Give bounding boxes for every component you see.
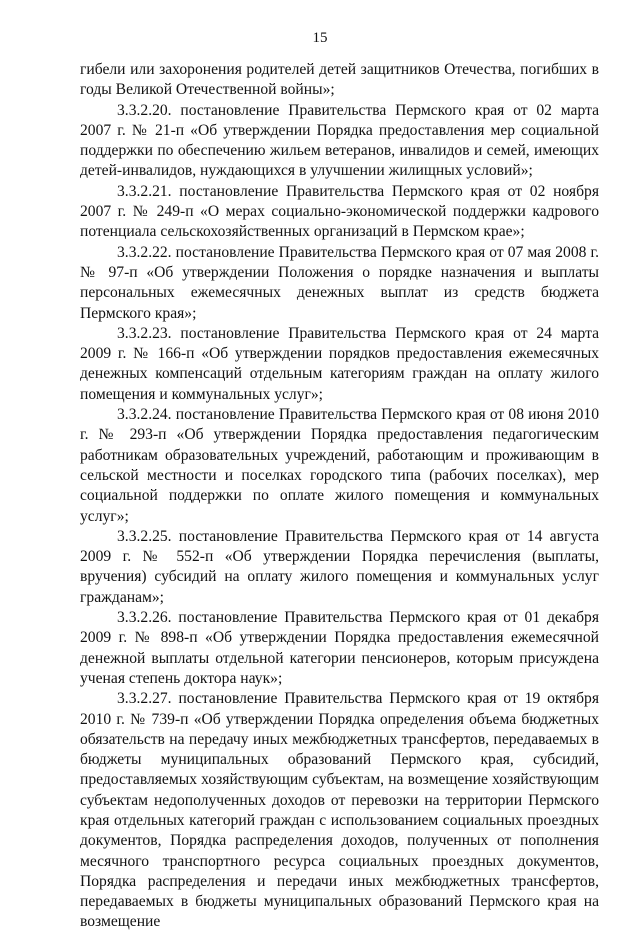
paragraph-item-3-3-2-22: 3.3.2.22. постановление Правительства Пермского края от 07 мая 2008 г. № 97-п «Об утверждении Положения о порядке назначения и выплаты персональных ежемесячных денежных выплат из средств бюджета Пермского края»;	[80, 243, 599, 322]
paragraph-item-3-3-2-25: 3.3.2.25. постановление Правительства Пермского края от 14 августа 2009 г. № 552-п «Об утверждении Порядка перечисления (выплаты, вручения) субсидий на оплату жилого помещения и коммунальных услуг гражданам»;	[80, 527, 599, 606]
paragraph-item-3-3-2-20: 3.3.2.20. постановление Правительства Пермского края от 02 марта 2007 г. № 21-п «Об утверждении Порядка предоставления мер социальной поддержки по обеспечению жильем ветеранов, инвалидов и семей, имеющих детей-инвалидов, нуждающихся в улучшении жилищных условий»;	[80, 101, 599, 180]
paragraph-item-3-3-2-24: 3.3.2.24. постановление Правительства Пермского края от 08 июня 2010 г. № 293-п «Об утверждении Порядка предоставления педагогическим работникам образовательных учреждений, работающим и проживающим в сельской местности и поселках городского типа (рабочих поселках), мер социальной поддержки по оплате жилого помещения и коммунальных услуг»;	[80, 406, 599, 525]
paragraph-item-3-3-2-26: 3.3.2.26. постановление Правительства Пермского края от 01 декабря 2009 г. № 898-п «Об утверждении Порядка предоставления ежемесячной денежной выплаты отдельной категории пенсионеров, которым присуждена ученая степень доктора наук»;	[80, 609, 599, 687]
paragraph-item-3-3-2-21: 3.3.2.21. постановление Правительства Пермского края от 02 ноября 2007 г. № 249-п «О мерах социально-экономической поддержки кадрового потенциала сельскохозяйственных организаций в Пермском крае»;	[80, 182, 599, 241]
paragraph-item-3-3-2-27: 3.3.2.27. постановление Правительства Пермского края от 19 октября 2010 г. № 739-п «Об утверждении Порядка определения объема бюджетных обязательств на передачу иных межбюджетных трансфертов, передаваемых в бюджеты муниципальных образований Пермского края, субсидий, предоставляемых хозяйствующим субъектам, на возмещение хозяйствующим субъектам недополученных доходов от перевозки на территории Пермского края отдельных категорий граждан с использованием социальных проездных документов, Порядка распределения доходов, полученных от пополнения месячного транспортного ресурса социальных проездных документов, Порядка распределения и передачи иных межбюджетных трансфертов, передаваемых в бюджеты муниципальных образований Пермского края на возмещение	[80, 690, 599, 931]
paragraph-item-3-3-2-23: 3.3.2.23. постановление Правительства Пермского края от 24 марта 2009 г. № 166-п «Об утверждении порядков предоставления ежемесячных денежных компенсаций отдельным категориям граждан на оплату жилого помещения и коммунальных услуг»;	[80, 324, 599, 403]
document-body	[80, 60, 599, 933]
page-number: 15	[312, 30, 328, 46]
paragraph-continuation: гибели или захоронения родителей детей защитников Отечества, погибших в годы Великой Отечественной войны»;	[80, 61, 599, 99]
